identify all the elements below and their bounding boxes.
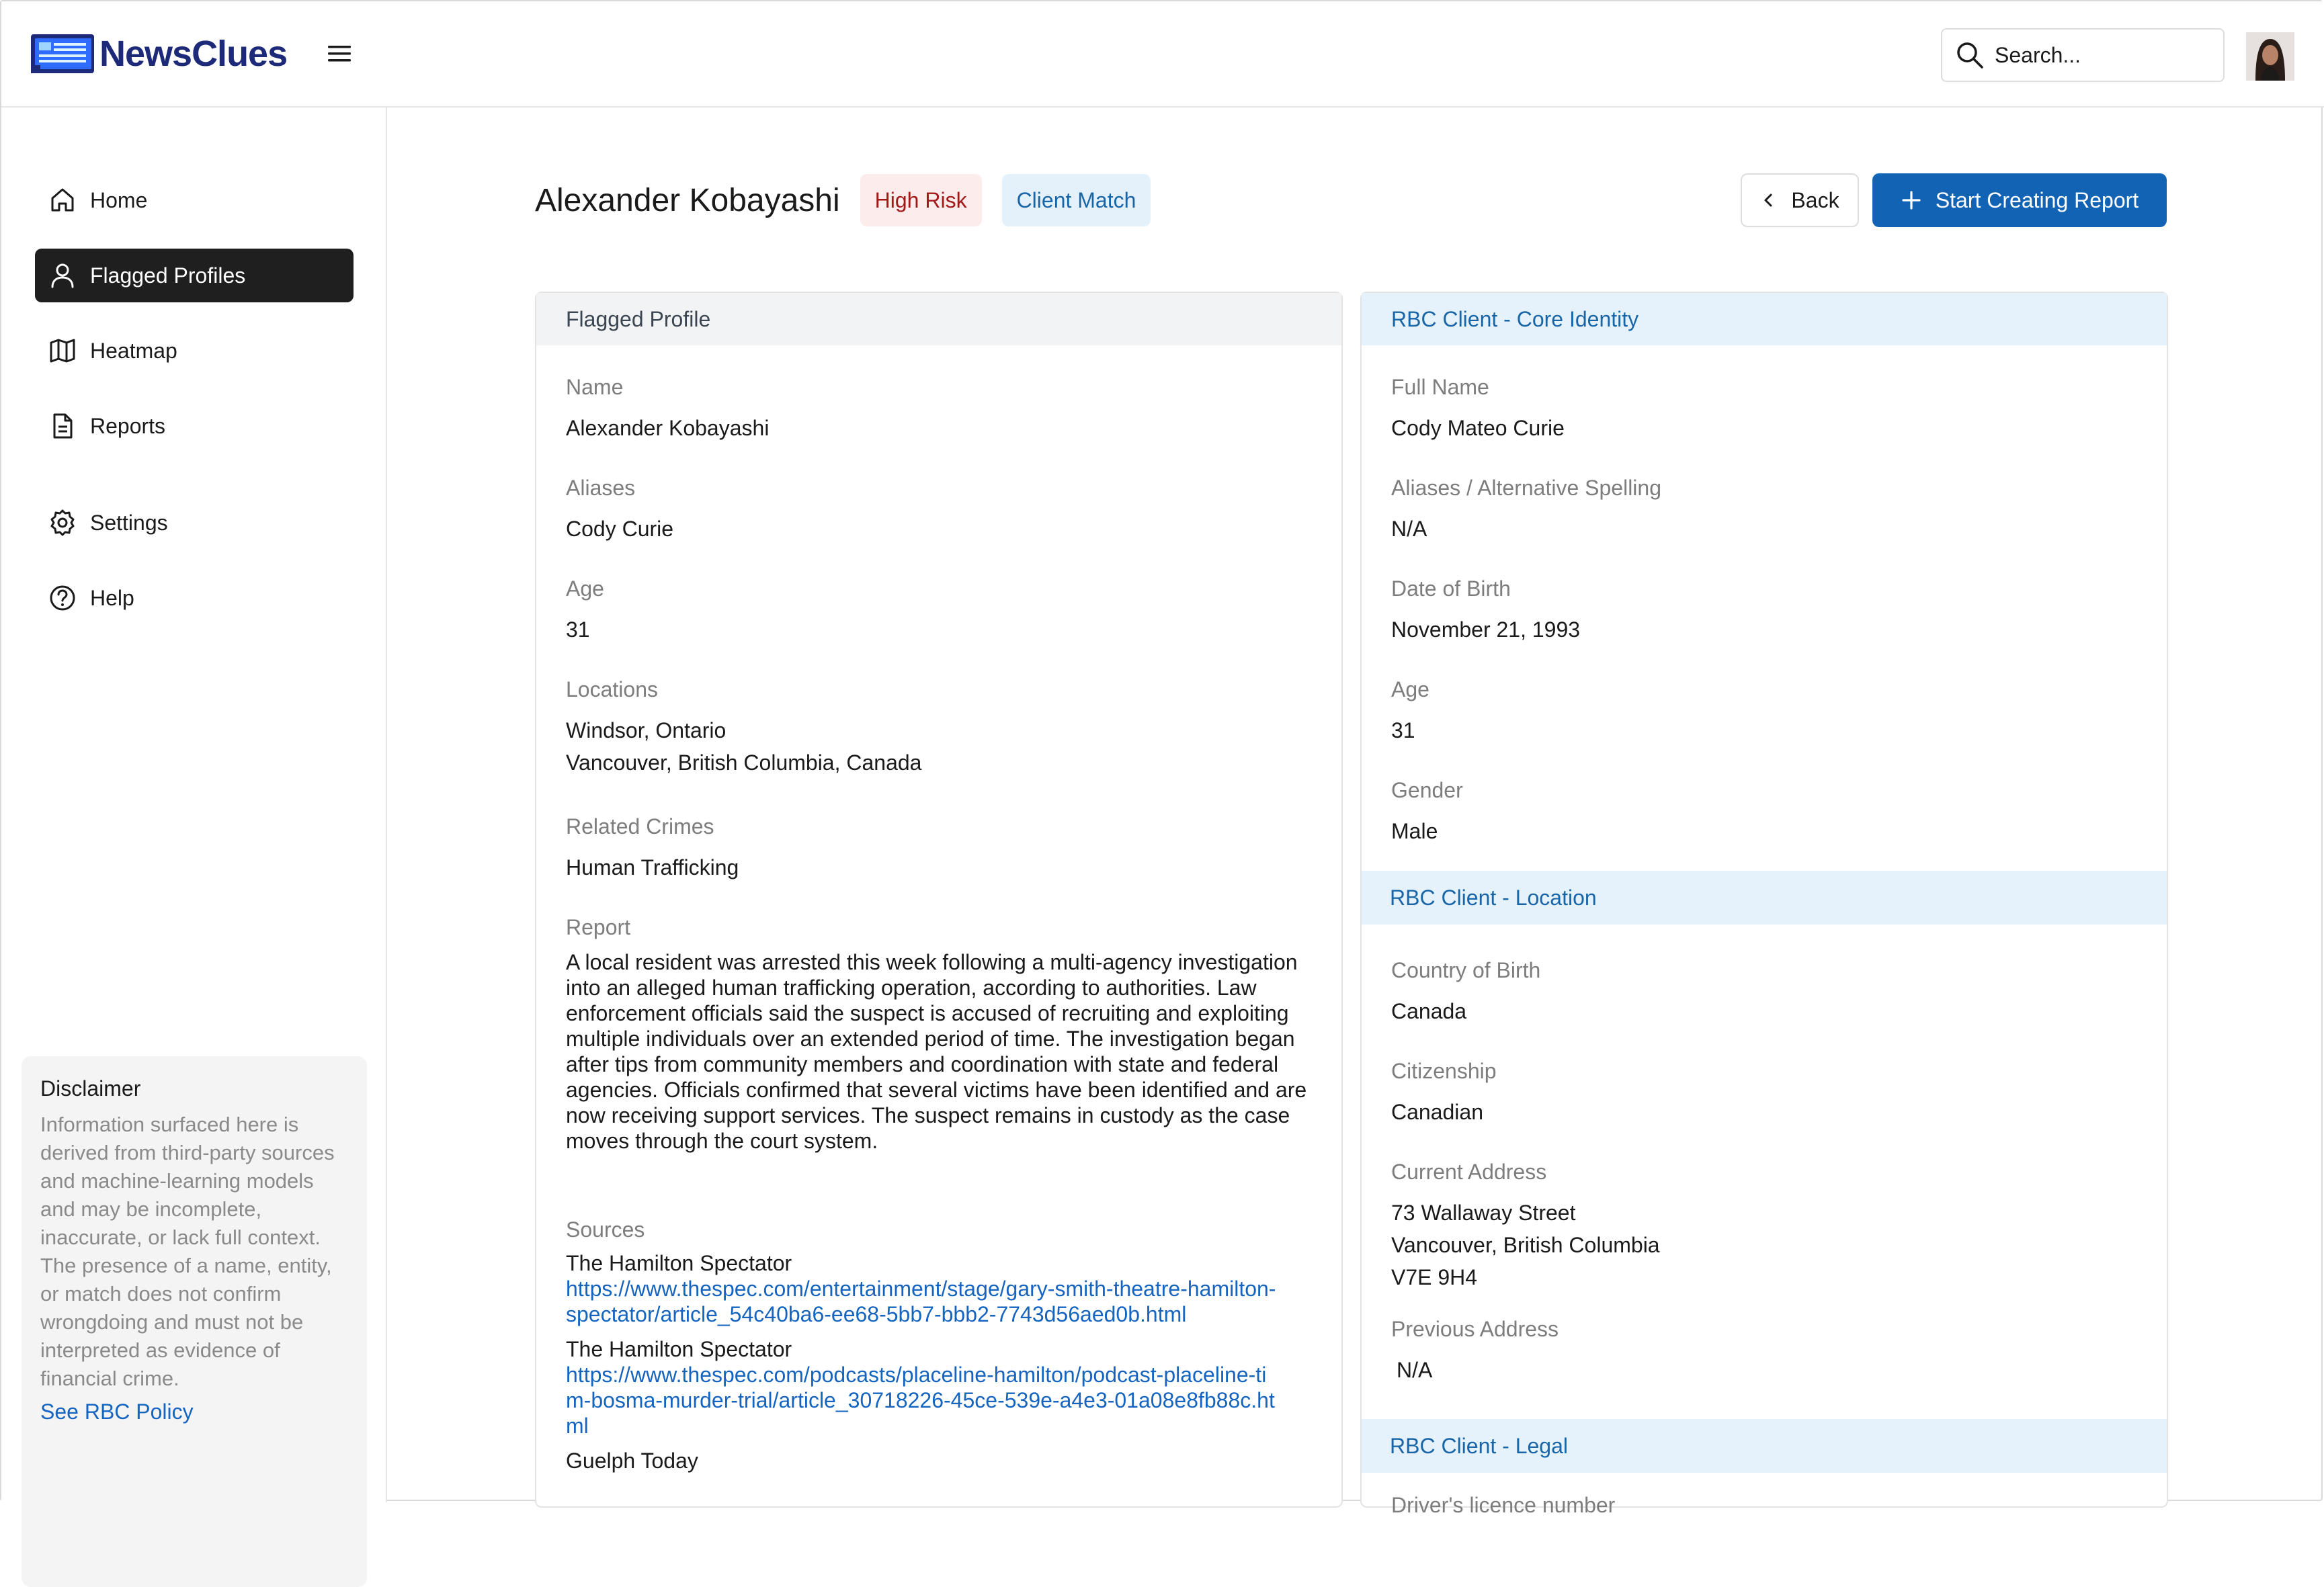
field-previous-address	[1391, 1317, 2137, 1386]
field-citizenship	[1391, 1059, 2137, 1128]
field-label: Related Crimes	[566, 814, 714, 839]
field-aliases-alt	[1391, 476, 2137, 545]
user-icon	[48, 261, 77, 290]
flagged-profile-card	[535, 292, 1343, 1508]
field-label: Name	[566, 375, 624, 399]
sidebar-item-label: Flagged Profiles	[90, 263, 246, 288]
field-value: November 21, 1993	[1391, 617, 1581, 642]
field-label: Full Name	[1391, 375, 1489, 399]
help-icon	[48, 584, 77, 612]
field-label: Locations	[566, 677, 658, 701]
user-avatar[interactable]	[2246, 32, 2294, 81]
sidebar	[1, 108, 387, 1502]
field-label: Report	[566, 915, 631, 939]
map-icon	[48, 337, 77, 365]
field-value: Canada	[1391, 999, 1467, 1023]
field-label: Current Address	[1391, 1160, 1547, 1184]
field-value: Male	[1391, 819, 1438, 843]
sidebar-item-home[interactable]	[35, 173, 354, 227]
page-title: Alexander Kobayashi	[535, 182, 840, 218]
field-locations	[566, 677, 1312, 779]
sidebar-item-reports[interactable]	[35, 399, 354, 453]
location-line: Windsor, Ontario	[566, 718, 727, 742]
sidebar-item-help[interactable]	[35, 571, 354, 625]
location-header: RBC Client - Location	[1362, 871, 2167, 925]
sidebar-item-label: Home	[90, 187, 148, 212]
field-related-crimes	[566, 814, 1312, 884]
field-label: Age	[1391, 677, 1429, 701]
field-gender	[1391, 778, 2137, 847]
field-value: Canadian	[1391, 1100, 1483, 1124]
field-name	[566, 375, 1312, 444]
source-link[interactable]: https://www.thespec.com/podcasts/placeline-hamilton/podcast-placeline-tim-bosma-murder-trial/article_30718226-45ce-539e-a4e3-01a08e8fb88c.html	[566, 1363, 1275, 1438]
address-line: 73 Wallaway Street	[1391, 1201, 1576, 1225]
field-client-age	[1391, 677, 2137, 746]
field-label: Previous Address	[1391, 1317, 1559, 1341]
top-bar	[1, 1, 2324, 108]
sidebar-item-label: Heatmap	[90, 338, 177, 363]
field-value: Cody Mateo Curie	[1391, 416, 1565, 440]
sidebar-item-flagged-profiles[interactable]	[35, 249, 354, 302]
search-input[interactable]	[1995, 43, 2210, 68]
field-sources	[566, 1217, 1312, 1473]
sidebar-item-settings[interactable]	[35, 496, 354, 550]
search-icon	[1956, 41, 1984, 69]
search-box[interactable]	[1941, 28, 2225, 82]
field-age	[566, 576, 1312, 646]
app-name: NewsClues	[99, 34, 288, 74]
field-label: Aliases	[566, 476, 636, 500]
field-value	[566, 714, 1312, 779]
client-match-badge: Client Match	[1002, 174, 1151, 226]
legal-header: RBC Client - Legal	[1362, 1419, 2167, 1473]
sidebar-item-label: Reports	[90, 413, 166, 438]
gear-icon	[48, 509, 77, 537]
report-text: A local resident was arrested this week following a multi-agency investigation into an alleged human trafficking operation, according to authorities. Law enforcement officials said the suspect is accused of recruiting and exploiting multiple individuals over an extended period of time. The investigation began after tips from community members and coordination with state and federal agencies. Officials confirmed that several victims have been identified and are now receiving support services. The suspect remains in custody as the case moves through the court system.	[566, 950, 1307, 1153]
field-value: N/A	[1391, 517, 1427, 541]
flagged-profile-header: Flagged Profile	[536, 293, 1341, 345]
field-report	[566, 915, 1312, 1154]
disclaimer-text: Information surfaced here is derived from third-party sources and machine-learning models and may be incomplete, inaccurate, or lack full context. The presence of a name, entity, or match does not confirm wrongdoing and must not be interpreted as evidence of financial crime.	[40, 1113, 335, 1390]
field-value: N/A	[1397, 1358, 1433, 1382]
back-button-label: Back	[1791, 187, 1839, 212]
source-link[interactable]: https://www.thespec.com/entertainment/stage/gary-smith-theatre-hamilton-spectator/article_54c40ba6-ee68-5bb7-bbb2-7743d56aed0b.html	[566, 1277, 1276, 1326]
address-line: V7E 9H4	[1391, 1265, 1478, 1289]
field-date-of-birth	[1391, 576, 2137, 646]
home-icon	[48, 186, 77, 214]
newspaper-logo-icon	[30, 33, 95, 75]
location-line: Vancouver, British Columbia, Canada	[566, 750, 922, 775]
field-drivers-licence	[1391, 1493, 2137, 1518]
field-country-of-birth	[1391, 958, 2137, 1027]
field-value: Alexander Kobayashi	[566, 416, 770, 440]
field-label: Age	[566, 576, 604, 601]
core-identity-header: RBC Client - Core Identity	[1362, 293, 2167, 345]
field-value: 31	[566, 617, 590, 642]
risk-badge: High Risk	[860, 174, 982, 226]
field-value: 31	[1391, 718, 1415, 742]
back-button[interactable]	[1741, 173, 1859, 227]
disclaimer-panel	[22, 1056, 367, 1587]
field-value	[1391, 1197, 2137, 1293]
app-logo[interactable]	[30, 32, 287, 75]
source-name: Guelph Today	[566, 1449, 698, 1473]
source-item	[566, 1336, 1312, 1439]
field-label: Citizenship	[1391, 1059, 1497, 1083]
sidebar-item-label: Help	[90, 585, 134, 610]
menu-toggle-button[interactable]	[327, 43, 352, 65]
field-current-address	[1391, 1160, 2137, 1293]
field-value: Cody Curie	[566, 517, 674, 541]
source-name: The Hamilton Spectator	[566, 1251, 792, 1275]
rbc-policy-link[interactable]: See RBC Policy	[40, 1400, 194, 1424]
source-item	[566, 1448, 1312, 1473]
document-icon	[48, 412, 77, 440]
start-creating-report-button[interactable]	[1872, 173, 2167, 227]
field-label: Driver's licence number	[1391, 1493, 1616, 1517]
source-item	[566, 1250, 1312, 1327]
field-full-name	[1391, 375, 2137, 444]
sidebar-item-label: Settings	[90, 510, 168, 535]
avatar-portrait-icon	[2246, 32, 2294, 81]
plus-icon	[1901, 189, 1922, 211]
field-label: Gender	[1391, 778, 1463, 802]
chevron-left-icon	[1760, 191, 1778, 209]
field-label: Date of Birth	[1391, 576, 1511, 601]
field-label: Country of Birth	[1391, 958, 1541, 982]
field-value: Human Trafficking	[566, 855, 739, 880]
hamburger-menu-icon	[327, 43, 352, 65]
disclaimer-title: Disclaimer	[40, 1076, 141, 1101]
start-creating-report-label: Start Creating Report	[1935, 187, 2139, 212]
rbc-client-card	[1360, 292, 2168, 1517]
page-title-row	[535, 173, 1171, 227]
field-label: Aliases / Alternative Spelling	[1391, 476, 1661, 500]
source-name: The Hamilton Spectator	[566, 1337, 792, 1361]
field-label: Sources	[566, 1217, 645, 1242]
sidebar-item-heatmap[interactable]	[35, 324, 354, 378]
address-line: Vancouver, British Columbia	[1391, 1233, 1660, 1257]
field-aliases	[566, 476, 1312, 545]
